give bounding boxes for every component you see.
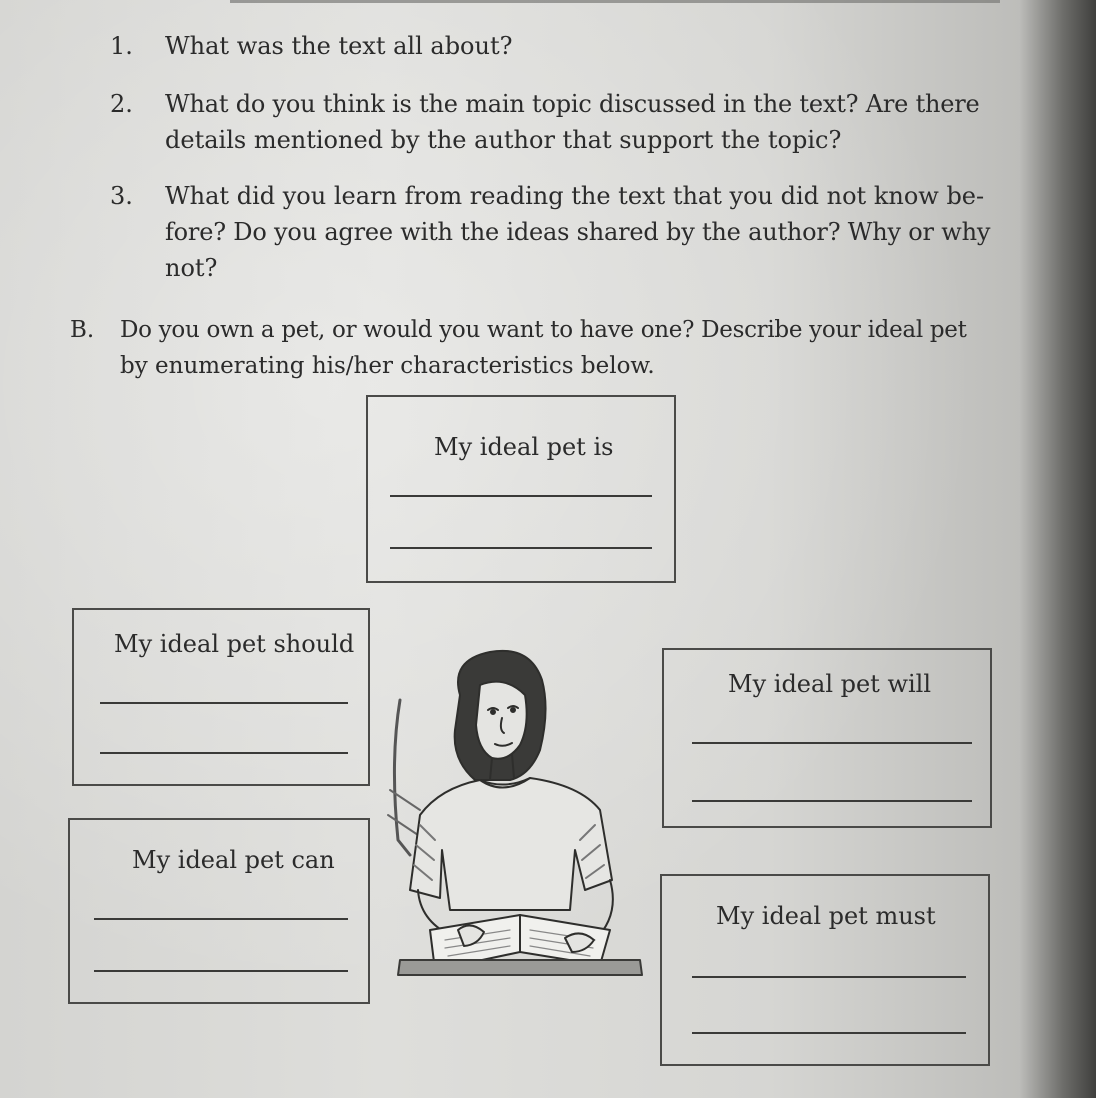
section-line: by enumerating his/her characteristics below. <box>120 353 655 379</box>
answer-line <box>94 970 348 972</box>
ideal-pet-must-box <box>660 874 990 1066</box>
top-rule <box>230 0 1000 3</box>
answer-line <box>390 495 652 497</box>
question-2 <box>110 86 980 158</box>
ideal-pet-will-box <box>662 648 992 828</box>
section-line: Do you own a pet, or would you want to have one? Describe your ideal pet <box>120 317 967 343</box>
question-line: What did you learn from reading the text that you did not know be- <box>165 182 985 210</box>
question-number: 3. <box>110 182 133 210</box>
box-label: My ideal pet can <box>132 846 335 874</box>
box-label: My ideal pet must <box>716 902 936 930</box>
question-1 <box>110 28 513 64</box>
box-label: My ideal pet is <box>434 433 614 461</box>
section-b <box>70 312 967 384</box>
question-line: fore? Do you agree with the ideas shared by the author? Why or why <box>165 218 991 246</box>
answer-line <box>390 547 652 549</box>
question-3 <box>110 178 991 286</box>
answer-line <box>692 800 972 802</box>
question-number: 2. <box>110 90 133 118</box>
question-number: 1. <box>110 32 133 60</box>
ideal-pet-is-box <box>366 395 676 583</box>
answer-line <box>94 918 348 920</box>
ideal-pet-should-box <box>72 608 370 786</box>
box-label: My ideal pet should <box>114 630 355 658</box>
question-line: What do you think is the main topic discussed in the text? Are there <box>165 90 980 118</box>
question-line: not? <box>165 254 218 282</box>
answer-line <box>692 742 972 744</box>
box-label: My ideal pet will <box>728 670 932 698</box>
ideal-pet-can-box <box>68 818 370 1004</box>
answer-line <box>692 1032 966 1034</box>
answer-line <box>100 752 348 754</box>
section-letter: B. <box>70 317 95 343</box>
question-line: details mentioned by the author that support the topic? <box>165 126 842 154</box>
girl-reading-illustration <box>380 640 660 980</box>
answer-line <box>692 976 966 978</box>
question-line: What was the text all about? <box>165 32 513 60</box>
answer-line <box>100 702 348 704</box>
